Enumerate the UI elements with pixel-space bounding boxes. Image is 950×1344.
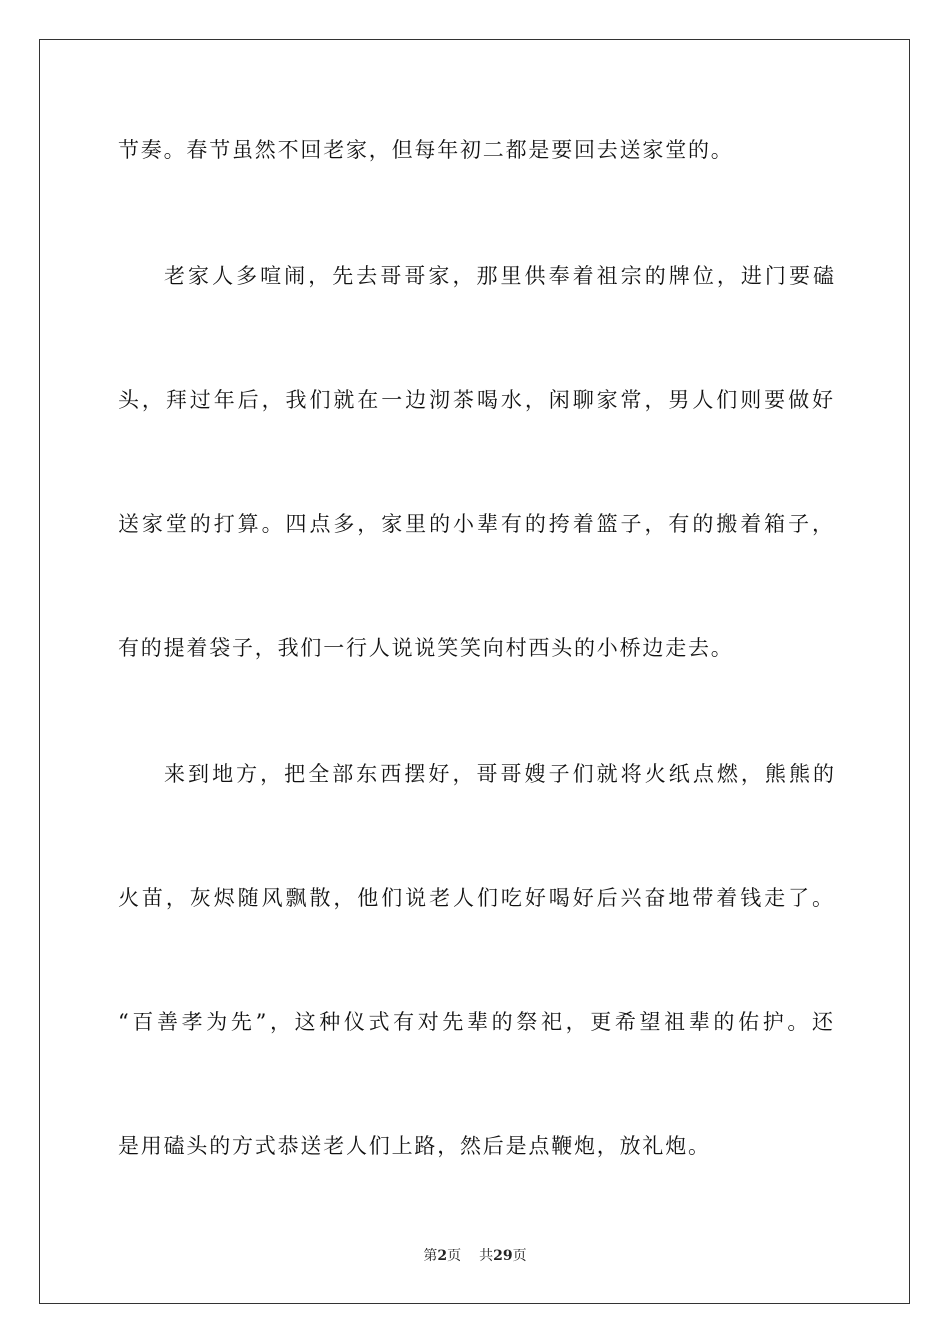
paragraph-line-1: 节奏。春节虽然不回老家，但每年初二都是要回去送家堂的。 bbox=[118, 138, 734, 162]
page-suffix: 页 bbox=[447, 1248, 462, 1264]
paragraph-line-3: 头，拜过年后，我们就在一边沏茶喝水，闲聊家常，男人们则要做好 bbox=[118, 388, 833, 412]
page-frame bbox=[39, 39, 910, 1304]
paragraph-line-4: 送家堂的打算。四点多，家里的小辈有的挎着篮子，有的搬着箱子， bbox=[118, 512, 833, 536]
total-suffix: 页 bbox=[512, 1248, 527, 1264]
paragraph-line-6: 来到地方，把全部东西摆好，哥哥嫂子们就将火纸点燃，熊熊的 bbox=[164, 762, 834, 786]
paragraph-line-9: 是用磕头的方式恭送老人们上路，然后是点鞭炮，放礼炮。 bbox=[118, 1134, 711, 1158]
paragraph-line-8: “百善孝为先”，这种仪式有对先辈的祭祀，更希望祖辈的佑护。还 bbox=[118, 1010, 833, 1034]
page-prefix: 第 bbox=[423, 1248, 438, 1264]
paragraph-line-2: 老家人多喧闹，先去哥哥家，那里供奉着祖宗的牌位，进门要磕 bbox=[164, 264, 834, 288]
total-prefix: 共 bbox=[479, 1248, 494, 1264]
page-footer bbox=[0, 1247, 950, 1265]
page-number: 2 bbox=[437, 1248, 448, 1264]
paragraph-line-5: 有的提着袋子，我们一行人说说笑笑向村西头的小桥边走去。 bbox=[118, 636, 734, 660]
total-pages: 29 bbox=[493, 1248, 513, 1264]
paragraph-line-7: 火苗，灰烬随风飘散，他们说老人们吃好喝好后兴奋地带着钱走了。 bbox=[118, 886, 833, 910]
